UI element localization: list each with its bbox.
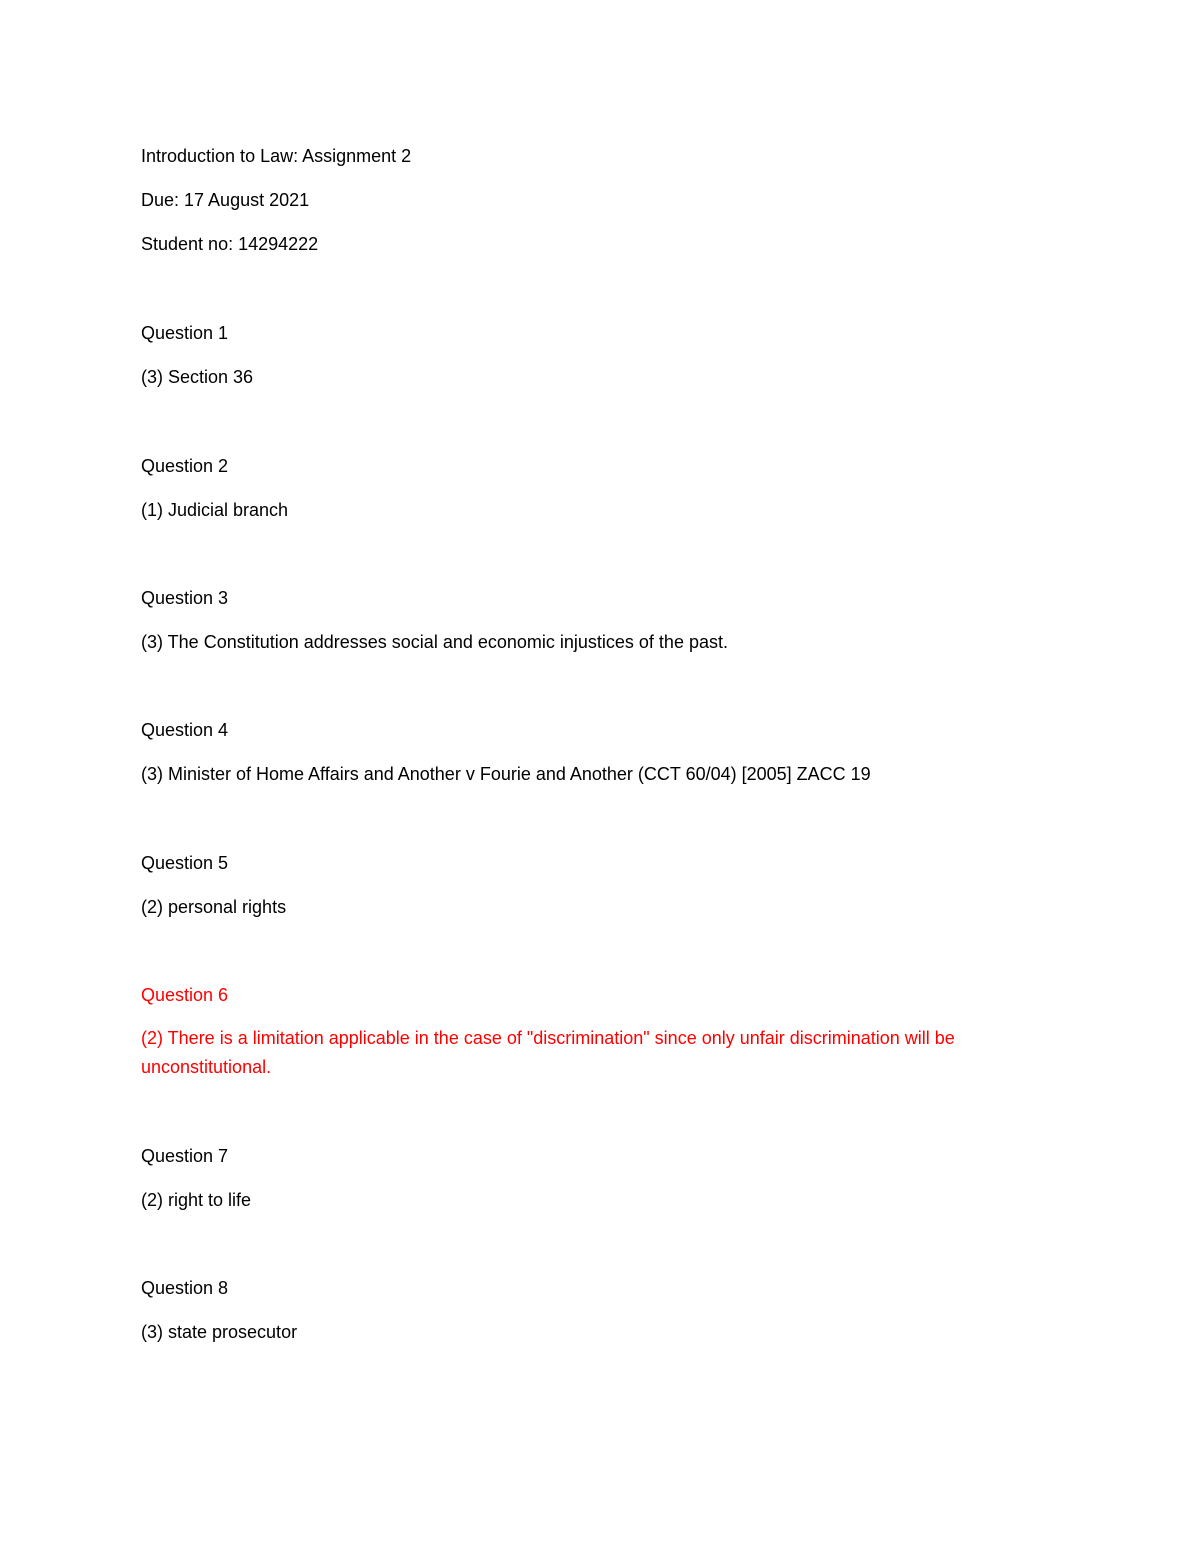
due-date: Due: 17 August 2021: [141, 190, 310, 210]
document-title: Introduction to Law: Assignment 2: [141, 146, 412, 166]
question-answer: (2) personal rights: [141, 897, 287, 917]
question-answer: (2) right to life: [141, 1190, 252, 1210]
question-label: Question 6: [141, 985, 229, 1005]
question-label: Question 4: [141, 720, 229, 740]
student-number: Student no: 14294222: [141, 234, 319, 254]
question-answer: (3) state prosecutor: [141, 1322, 298, 1342]
question-label: Question 5: [141, 853, 229, 873]
question-label: Question 8: [141, 1278, 229, 1298]
question-label: Question 7: [141, 1146, 229, 1166]
question-answer: (3) Minister of Home Affairs and Another v Fourie and Another (CCT 60/04) [2005] ZACC 19: [141, 764, 871, 784]
question-answer: (2) There is a limitation applicable in the case of "discrimination" since only unfair discrimination will be unconstitutional.: [141, 1028, 955, 1077]
question-answer: (1) Judicial branch: [141, 500, 289, 520]
question-label: Question 3: [141, 588, 229, 608]
question-answer: (3) Section 36: [141, 367, 254, 387]
question-label: Question 1: [141, 323, 229, 343]
question-label: Question 2: [141, 456, 229, 476]
question-answer: (3) The Constitution addresses social and economic injustices of the past.: [141, 632, 728, 652]
